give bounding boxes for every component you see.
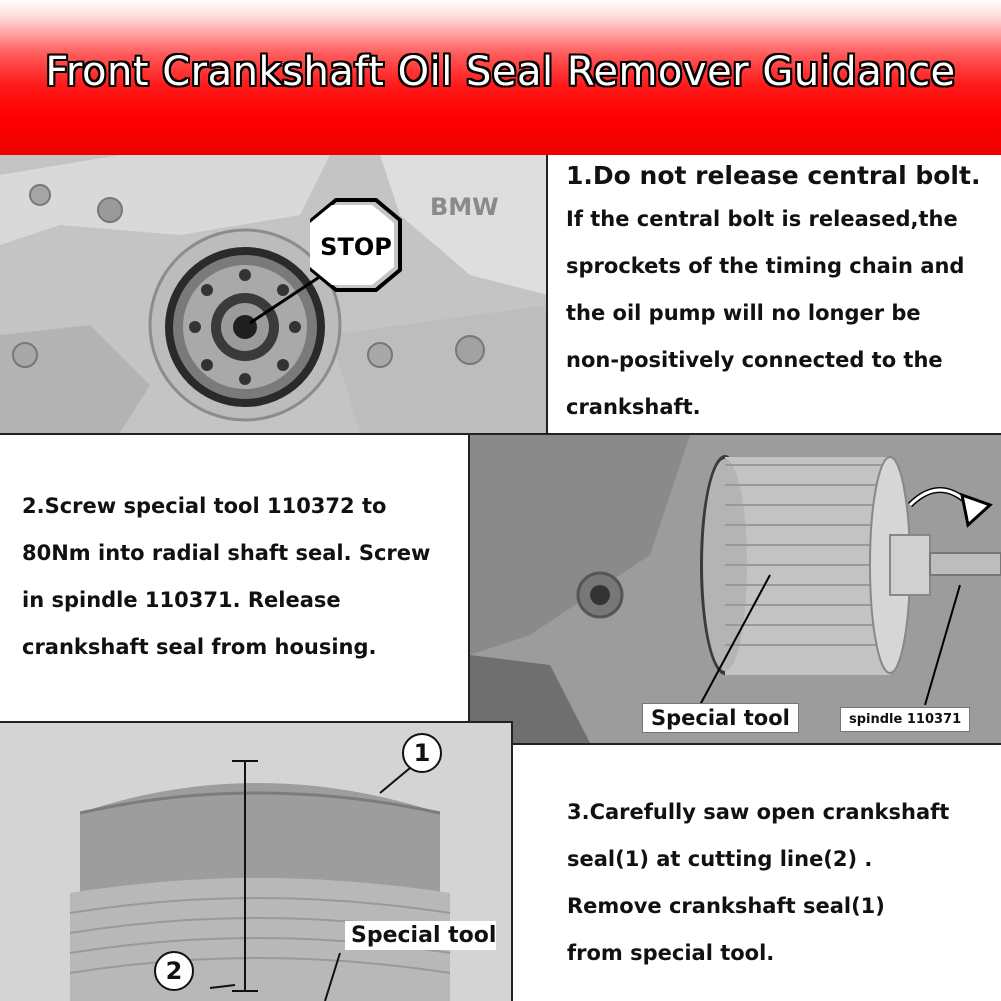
special-tool-label: Special tool — [345, 921, 496, 950]
step-2-line: crankshaft seal from housing. — [22, 635, 377, 659]
step-3-line: 3.Carefully saw open crankshaft — [567, 800, 950, 824]
callout-1: 1 — [402, 733, 442, 773]
step-2-line: 80Nm into radial shaft seal. Screw — [22, 541, 431, 565]
step-2-panel — [0, 433, 468, 721]
step-2-line: in spindle 110371. Release — [22, 588, 341, 612]
callout-2: 2 — [154, 951, 194, 991]
seal-on-tool-photo — [0, 721, 513, 1001]
step-1-line: If the central bolt is released,the — [566, 207, 958, 231]
step-3-line: Remove crankshaft seal(1) — [567, 894, 885, 918]
step-1-panel — [550, 155, 1001, 433]
title-banner — [0, 0, 1001, 155]
stop-sign-label: STOP — [320, 233, 392, 261]
step-1-line: the oil pump will no longer be — [566, 301, 921, 325]
special-tool-illustration — [470, 435, 1001, 743]
special-tool-label: Special tool — [642, 703, 799, 733]
engine-front-illustration — [0, 155, 548, 433]
step-1-body — [566, 196, 1001, 431]
step-3-body — [567, 789, 1001, 977]
bmw-engraving: BMW — [430, 193, 499, 221]
step-3-line: seal(1) at cutting line(2) . — [567, 847, 873, 871]
page-title: Front Crankshaft Oil Seal Remover Guidance — [45, 48, 956, 95]
step-2-line: 2.Screw special tool 110372 to — [22, 494, 387, 518]
step-1-line: crankshaft. — [566, 395, 701, 419]
special-tool-installed-photo — [468, 433, 1001, 745]
step-1-heading: 1.Do not release central bolt. — [566, 161, 981, 190]
step-1-line: sprockets of the timing chain and — [566, 254, 965, 278]
step-3-panel — [515, 745, 1001, 1001]
step-2-body — [22, 483, 468, 671]
engine-front-photo — [0, 155, 548, 433]
step-1-line: non-positively connected to the — [566, 348, 943, 372]
step-3-line: from special tool. — [567, 941, 775, 965]
spindle-label: spindle 110371 — [840, 707, 970, 732]
